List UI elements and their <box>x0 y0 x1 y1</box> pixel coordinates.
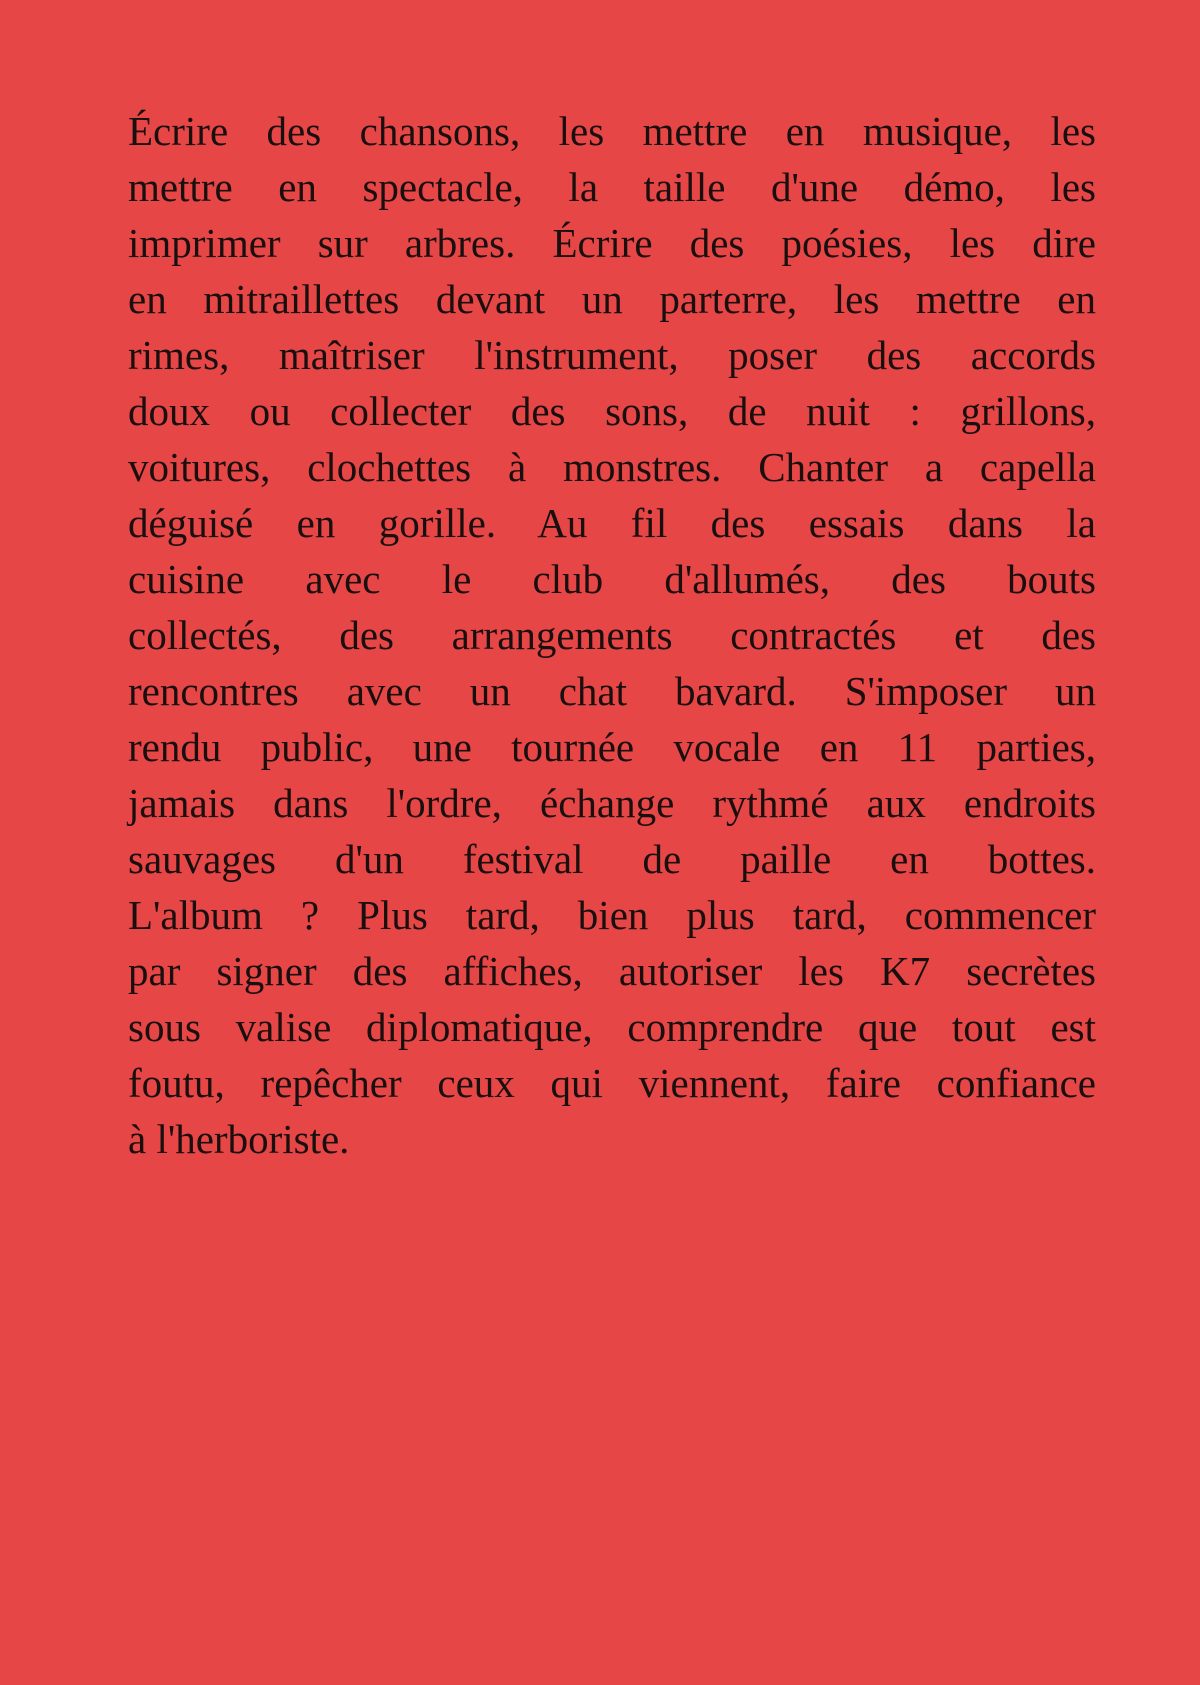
text-line-4: en mitraillettes devant un parterre, les mettre en <box>128 276 1096 322</box>
text-line-1: Écrire des chansons, les mettre en musique, les <box>128 108 1096 154</box>
text-line-10: collectés, des arrangements contractés et des <box>128 612 1096 658</box>
text-line-17: sous valise diplomatique, comprendre que tout est <box>128 1004 1096 1050</box>
body-paragraph <box>128 103 1096 1167</box>
text-line-8: déguisé en gorille. Au fil des essais dans la <box>128 500 1096 546</box>
text-line-2: mettre en spectacle, la taille d'une démo, les <box>128 164 1096 210</box>
text-line-5: rimes, maîtriser l'instrument, poser des accords <box>128 332 1096 378</box>
text-line-9: cuisine avec le club d'allumés, des bouts <box>128 556 1096 602</box>
text-line-3: imprimer sur arbres. Écrire des poésies, les dire <box>128 220 1096 266</box>
text-line-6: doux ou collecter des sons, de nuit : grillons, <box>128 388 1096 434</box>
text-line-14: sauvages d'un festival de paille en bottes. <box>128 836 1096 882</box>
text-line-18: foutu, repêcher ceux qui viennent, faire confiance <box>128 1060 1096 1106</box>
text-line-19: à l'herboriste. <box>128 1116 350 1162</box>
text-line-16: par signer des affiches, autoriser les K7 secrètes <box>128 948 1096 994</box>
text-line-12: rendu public, une tournée vocale en 11 parties, <box>128 724 1096 770</box>
text-line-11: rencontres avec un chat bavard. S'imposer un <box>128 668 1096 714</box>
text-line-13: jamais dans l'ordre, échange rythmé aux endroits <box>128 780 1096 826</box>
text-line-7: voitures, clochettes à monstres. Chanter a capella <box>128 444 1096 490</box>
text-line-15: L'album ? Plus tard, bien plus tard, commencer <box>128 892 1096 938</box>
